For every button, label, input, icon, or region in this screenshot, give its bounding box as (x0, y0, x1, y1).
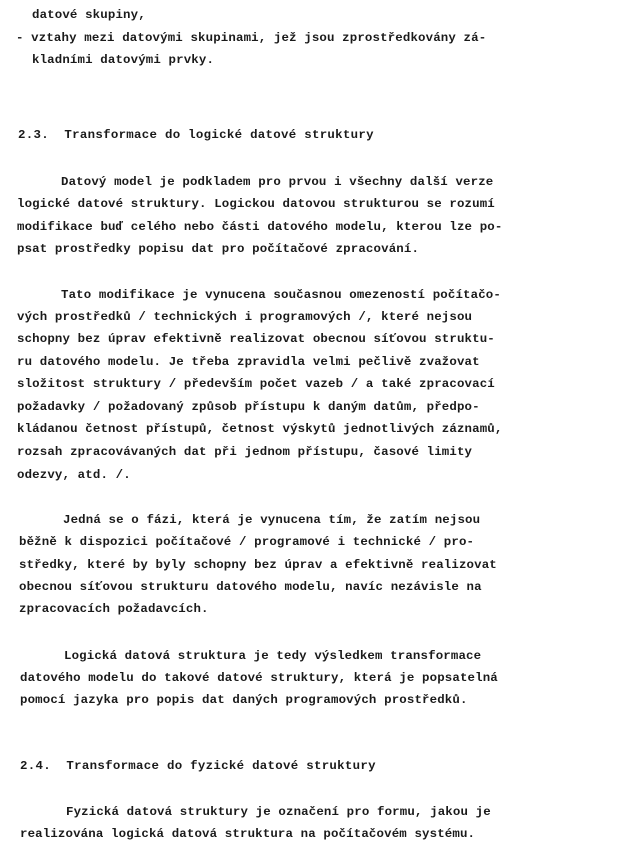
section-heading: 2.4. Transformace do fyzické datové struktury (20, 759, 376, 773)
text-line: kládanou četnost přístupů, četnost výskytů jednotlivých záznamů, (17, 422, 503, 436)
text-line: odezvy, atd. /. (17, 468, 131, 482)
text-line: vých prostředků / technických i programových /, které nejsou (17, 310, 473, 324)
text-line: obecnou síťovou strukturu datového modelu, navíc nezávisle na (19, 580, 482, 594)
text-line: logické datové struktury. Logickou datovou strukturou se rozumí (17, 197, 495, 211)
text-line: složitost struktury / především počet vazeb / a také zpracovací (17, 377, 495, 391)
text-line: datového modelu do takové datové struktury, která je popsatelná (20, 671, 498, 685)
text-line: zpracovacích požadavcích. (19, 602, 209, 616)
text-line: požadavky / požadovaný způsob přístupu k daným datům, předpo- (17, 400, 480, 414)
text-line: rozsah zpracovávaných dat při jednom přístupu, časové limity (17, 445, 473, 459)
text-line: středky, které by byly schopny bez úprav a efektivně realizovat (19, 558, 497, 572)
list-item: - vztahy mezi datovými skupinami, jež jsou zprostředkovány zá- (16, 31, 487, 45)
text-line: ru datového modelu. Je třeba zpravidla velmi pečlivě zvažovat (17, 355, 480, 369)
text-line: Logická datová struktura je tedy výsledkem transformace (64, 649, 482, 663)
text-line: datové skupiny, (32, 8, 146, 22)
text-line: realizována logická datová struktura na počítačovém systému. (20, 827, 476, 841)
text-line: Jedná se o fázi, která je vynucena tím, že zatím nejsou (63, 513, 481, 527)
text-line: běžně k dispozici počítačové / programové i technické / pro- (19, 535, 475, 549)
text-line: modifikace buď celého nebo části datového modelu, kterou lze po- (17, 220, 503, 234)
text-line: psat prostředky popisu dat pro počítačové zpracování. (17, 242, 420, 256)
text-line: Datový model je podkladem pro prvou i všechny další verze (61, 175, 494, 189)
text-line: Tato modifikace je vynucena současnou omezeností počítačo- (61, 288, 501, 302)
text-line: Fyzická datová struktury je označení pro formu, jakou je (66, 805, 491, 819)
section-heading: 2.3. Transformace do logické datové struktury (18, 128, 374, 142)
text-line: pomocí jazyka pro popis dat daných programových prostředků. (20, 693, 468, 707)
text-line: kladními datovými prvky. (32, 53, 215, 67)
text-line: schopny bez úprav efektivně realizovat obecnou síťovou struktu- (17, 332, 495, 346)
